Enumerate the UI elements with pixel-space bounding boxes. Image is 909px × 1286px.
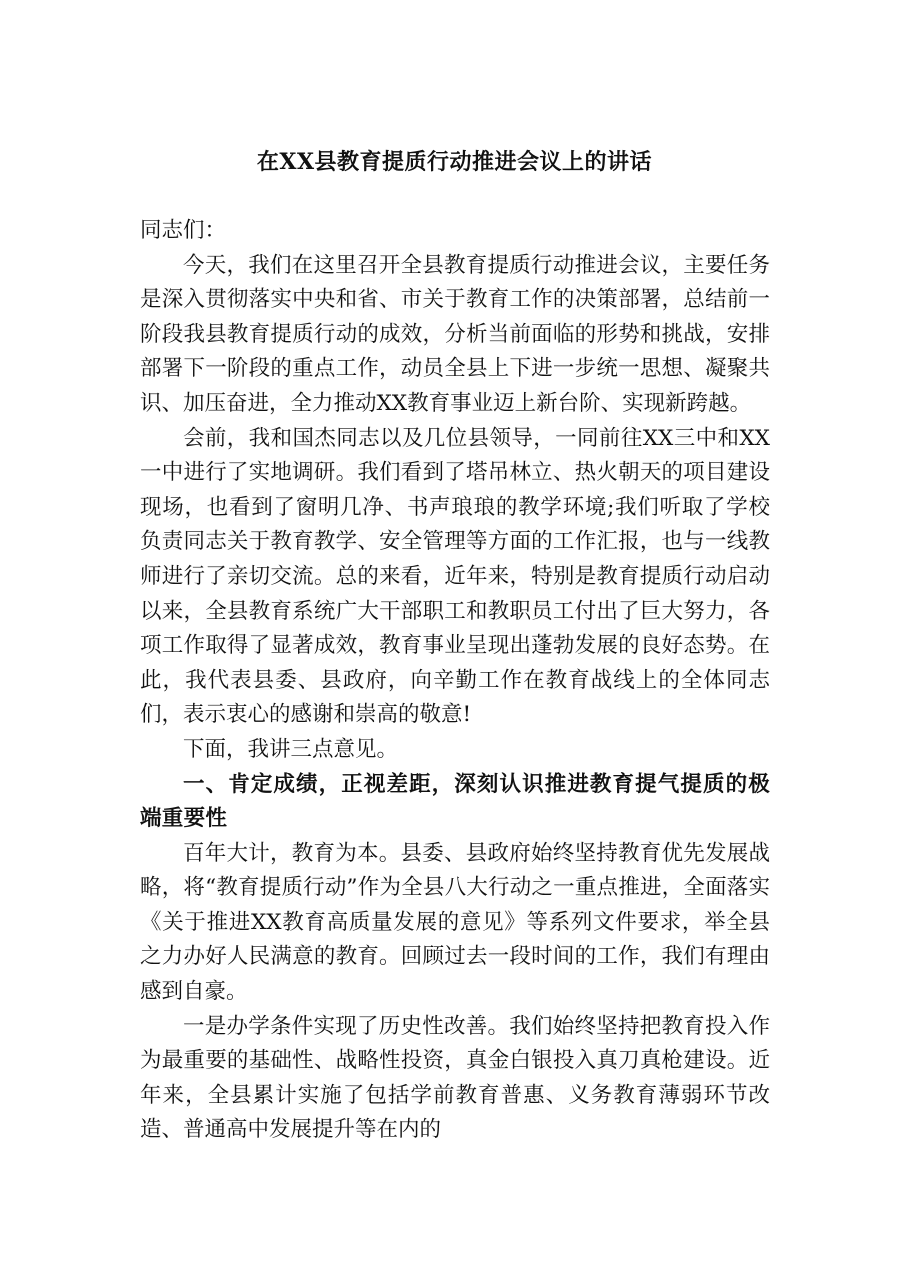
section-heading-1: 一、肯定成绩，正视差距，深刻认识推进教育提气提质的极端重要性 (140, 771, 770, 832)
paragraph-school-conditions: 一是办学条件实现了历史性改善。我们始终坚持把教育投入作为最重要的基础性、战略性投资，真金白银投入真刀真枪建设。近年来，全县累计实施了包括学前教育普惠、义务教育薄弱环节改造、普通高中发展提升等在内的 (140, 1013, 770, 1143)
paragraph-education-priority: 百年大计，教育为本。县委、县政府始终坚持教育优先发展战略，将“教育提质行动”作为全县八大行动之一重点推进，全面落实《关于推进XX教育高质量发展的意见》等系列文件要求，举全县之力办好人民满意的教育。回顾过去一段时间的工作，我们有理由感到自豪。 (140, 840, 770, 1005)
document-body (140, 214, 770, 1148)
salutation: 同志们： (140, 218, 227, 243)
document-title: 在XX县教育提质行动推进会议上的讲话 (256, 149, 653, 175)
paragraph-research-visit: 会前，我和国杰同志以及几位县领导，一同前往XX三中和XX一中进行了实地调研。我们看到了塔吊林立、热火朝天的项目建设现场，也看到了窗明几净、书声琅琅的教学环境;我们听取了学校负责同志关于教育教学、安全管理等方面的工作汇报，也与一线教师进行了亲切交流。总的来看，近年来，特别是教育提质行动启动以来，全县教育系统广大干部职工和教职员工付出了巨大努力，各项工作取得了显著成效，教育事业呈现出蓬勃发展的良好态势。在此，我代表县委、县政府，向辛勤工作在教育战线上的全体同志们，表示衷心的感谢和崇高的敬意! (140, 425, 770, 728)
paragraph-opening: 今天，我们在这里召开全县教育提质行动推进会议，主要任务是深入贯彻落实中央和省、市关于教育工作的决策部署，总结前一阶段我县教育提质行动的成效，分析当前面临的形势和挑战，安排部署下一阶段的重点工作，动员全县上下进一步统一思想、凝聚共识、加压奋进，全力推动XX教育事业迈上新台阶、实现新跨越。 (140, 252, 770, 416)
paragraph-three-points: 下面，我讲三点意见。 (183, 736, 399, 762)
